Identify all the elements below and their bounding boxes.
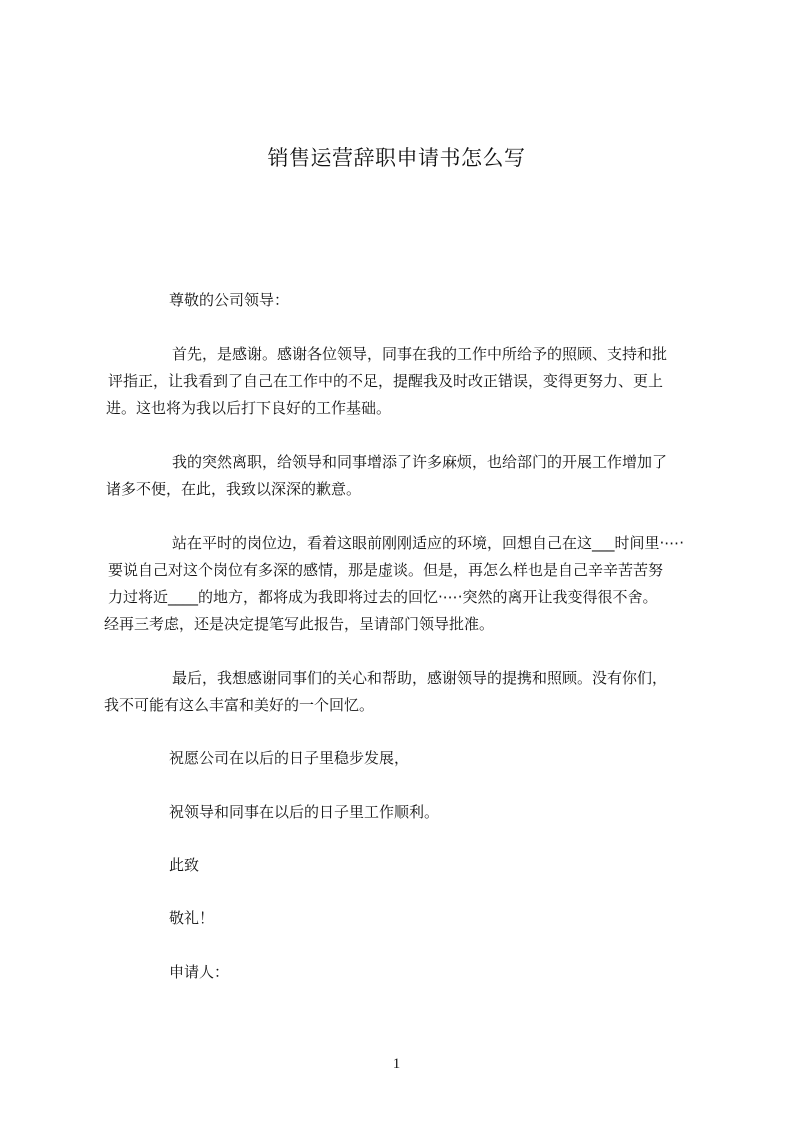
closing-salute: 敬礼！ xyxy=(169,909,215,927)
paragraph-line: 要说自己对这个岗位有多深的感情，那是虚谈。但是，再怎么样也是自己辛辛苦苦努 xyxy=(108,561,664,579)
closing-to: 此致 xyxy=(169,856,200,874)
paragraph-line: 首先，是感谢。感谢各位领导，同事在我的工作中所给予的照顾、支持和批 xyxy=(172,345,668,363)
paragraph-line: 站在平时的岗位边，看着这眼前刚刚适应的环境，回想自己在这___时间里·⋯· xyxy=(172,534,685,552)
paragraph-line: 我的突然离职，给领导和同事增添了许多麻烦，也给部门的开展工作增加了 xyxy=(172,453,668,471)
paragraph-line: 经再三考虑，还是决定提笔写此报告，呈请部门领导批准。 xyxy=(104,615,495,633)
wish-colleagues: 祝领导和同事在以后的日子里工作顺利。 xyxy=(169,803,440,821)
paragraph-line: 进。这也将为我以后打下良好的工作基础。 xyxy=(106,399,392,417)
paragraph-line: 我不可能有这么丰富和美好的一个回忆。 xyxy=(104,696,375,714)
wish-company: 祝愿公司在以后的日子里稳步发展， xyxy=(169,749,410,767)
paragraph-line: 评指正，让我看到了自己在工作中的不足，提醒我及时改正错误，变得更努力、更上 xyxy=(108,372,664,390)
salutation: 尊敬的公司领导： xyxy=(169,291,290,309)
paragraph-line: 最后，我想感谢同事们的关心和帮助，感谢领导的提携和照顾。没有你们， xyxy=(172,669,668,687)
applicant-label: 申请人： xyxy=(169,963,230,981)
page-title: 销售运营辞职申请书怎么写 xyxy=(267,146,526,170)
paragraph-line: 力过将近____的地方，都将成为我即将过去的回忆·⋯·突然的离开让我变得很不舍。 xyxy=(108,588,658,606)
page-number: 1 xyxy=(392,1056,401,1072)
paragraph-line: 诸多不便，在此，我致以深深的歉意。 xyxy=(106,480,362,498)
